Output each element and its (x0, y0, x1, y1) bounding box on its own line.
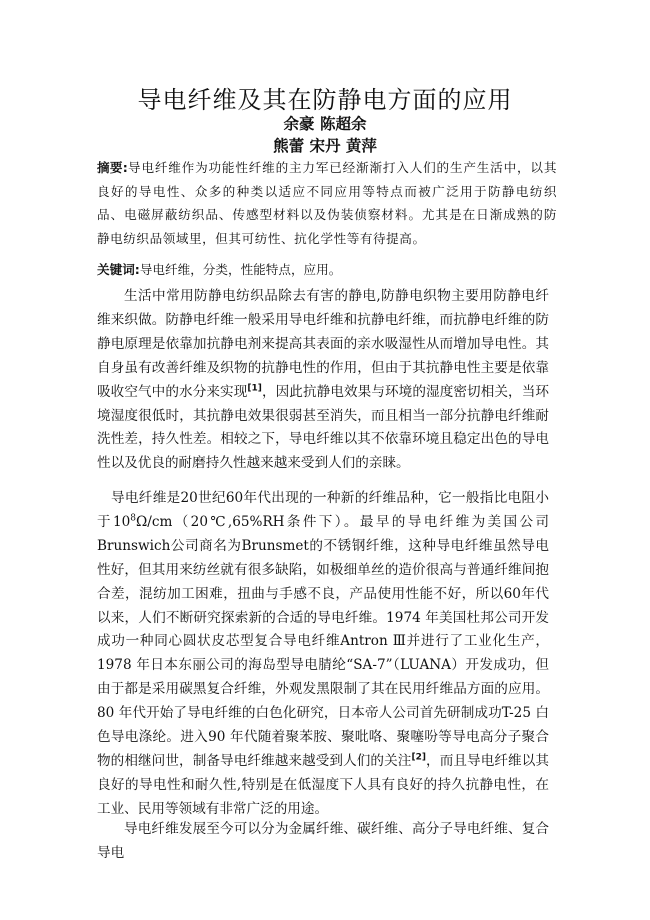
keywords-label: 关键词: (97, 262, 140, 277)
keywords-text: 导电纤维，分类，性能特点，应用。 (139, 262, 342, 277)
paragraph-2-text-a: 导电纤维是20世纪60年代出现的一种新的纤维品种，它一般指比电阻小于10 (97, 490, 549, 530)
paragraph-3-text: 导电纤维发展至今可以分为金属纤维、碳纤维、高分子导电纤维、复合导电 (97, 821, 549, 861)
keywords (97, 258, 557, 281)
abstract-text: 导电纤维作为功能性纤维的主力军已经渐渐打入人们的生产生活中，以其良好的导电性、众多的种类以适应不同应用等特点而被广泛用于防静电纺织品、电磁屏蔽纺织品、传感型材料以及伪装侦察材料。尤其是在日渐成熟的防静电纺织品领域里，但其可纺性、抗化学性等有待提高。 (97, 160, 557, 246)
exponent: 8 (130, 513, 136, 524)
paragraph-1-text-a: 生活中常用防静电纺织品除去有害的静电,防静电织物主要用防静电纤维来织做。防静电纤维一般采用导电纤维和抗静电纤维，而抗静电纤维的防静电原理是依靠加抗静电剂来提高其表面的亲水吸湿性从而增加导电性。其自身虽有改善纤维及织物的抗静电性的作用，但由于其抗静电性主要是依靠吸收空气中的水分来实现 (97, 288, 549, 400)
abstract (97, 156, 557, 250)
paragraph-2 (97, 487, 549, 822)
paper-title: 导电纤维及其在防静电方面的应用 (137, 86, 513, 114)
paragraph-1-text-b: ，因此抗静电效果与环境的湿度密切相关，当环境湿度很低时，其抗静电效果很弱甚至消失，而且相当一部分抗静电纤维耐洗性差，持久性差。相较之下，导电纤维以其不依靠环境且稳定出色的导电性以及优良的耐磨持久性越来越来受到人们的亲睐。 (97, 383, 549, 472)
paragraph-2-text-c: ，而且导电纤维以其良好的导电性和耐久性,特别是在低湿度下人具有良好的持久抗静电性，在工业、民用等领域有非常广泛的用途。 (97, 752, 549, 817)
paragraph-2-text-b: Ω/cm（20℃,65%RH条件下）。最早的导电纤维为美国公司Brunswich公司商名为Brunsmet的不锈钢纤维，这种导电纤维虽然导电性好，但其用来纺丝就有很多缺陷，如极细单丝的造价很高与普通纤维间抱合差，混纺加工困难，扭曲与手感不良，产品使用性能不好，所以60年代以来，人们不断研究探索新的合适的导电纤维。1974 年美国杜邦公司开发成功一种同心圆状皮芯型复合导电纤维Antron Ⅲ并进行了工业化生产，1978 年日本东丽公司的海岛型导电腈纶“SA-7”（LUANA）开发成功，但由于都是采用碳黑复合纤维，外观发黑限制了其在民用纤维品方面的应用。80 年代开始了导电纤维的白色化研究，日本帝人公司首先研制成功T-25 白色导电涤纶。进入90 年代随着聚苯胺、聚吡咯、聚噻吩等导电高分子聚合物的相继问世，制备导电纤维越来越受到人们的关注 (97, 513, 549, 769)
author-line-2: 熊蕾 宋丹 黄萍 (273, 137, 377, 155)
paragraph-1 (97, 285, 549, 476)
citation-2: [2] (411, 752, 426, 763)
abstract-label: 摘要: (97, 160, 128, 175)
paragraph-3 (97, 818, 549, 866)
citation-1: [1] (247, 383, 262, 394)
author-line-1: 余豪 陈超余 (283, 115, 367, 133)
